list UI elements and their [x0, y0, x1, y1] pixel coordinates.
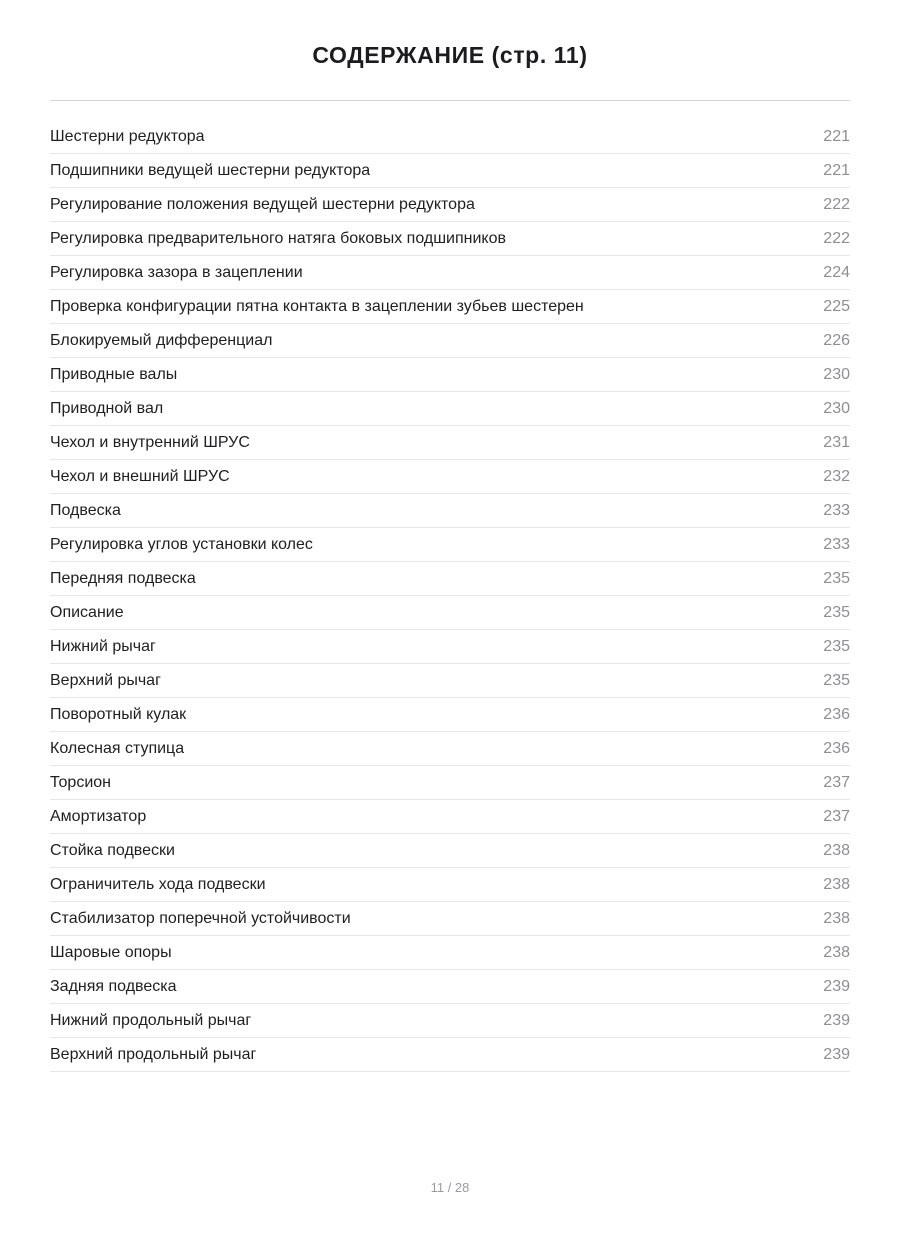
toc-row[interactable] — [50, 222, 850, 256]
toc-row[interactable] — [50, 936, 850, 970]
toc-row[interactable] — [50, 188, 850, 222]
toc-row[interactable] — [50, 256, 850, 290]
toc-entry-label: Проверка конфигурации пятна контакта в зацеплении зубьев шестерен — [50, 297, 584, 315]
toc-page — [0, 42, 900, 1242]
toc-entry-page: 239 — [823, 1045, 850, 1063]
toc-entry-label: Нижний продольный рычаг — [50, 1011, 252, 1029]
toc-entry-page: 238 — [823, 841, 850, 859]
toc-entry-label: Регулировка углов установки колес — [50, 535, 313, 553]
toc-row[interactable] — [50, 868, 850, 902]
toc-row[interactable] — [50, 528, 850, 562]
toc-row[interactable] — [50, 800, 850, 834]
toc-entry-label: Поворотный кулак — [50, 705, 187, 723]
toc-row[interactable] — [50, 766, 850, 800]
toc-row[interactable] — [50, 902, 850, 936]
toc-entry-label: Передняя подвеска — [50, 569, 196, 587]
toc-row[interactable] — [50, 664, 850, 698]
toc-entry-page: 238 — [823, 909, 850, 927]
toc-row[interactable] — [50, 426, 850, 460]
toc-list — [50, 120, 850, 1072]
toc-entry-page: 239 — [823, 1011, 850, 1029]
toc-entry-label: Приводной вал — [50, 399, 164, 417]
toc-entry-label: Регулировка предварительного натяга боковых подшипников — [50, 229, 506, 247]
toc-entry-page: 233 — [823, 501, 850, 519]
toc-entry-label: Чехол и внутренний ШРУС — [50, 433, 250, 451]
toc-entry-page: 232 — [823, 467, 850, 485]
toc-entry-page: 225 — [823, 297, 850, 315]
toc-entry-page: 239 — [823, 977, 850, 995]
toc-entry-page: 222 — [823, 229, 850, 247]
toc-entry-page: 222 — [823, 195, 850, 213]
toc-row[interactable] — [50, 358, 850, 392]
toc-row[interactable] — [50, 596, 850, 630]
toc-entry-page: 230 — [823, 365, 850, 383]
toc-row[interactable] — [50, 290, 850, 324]
toc-entry-label: Шаровые опоры — [50, 943, 172, 961]
toc-entry-label: Стойка подвески — [50, 841, 175, 859]
toc-row[interactable] — [50, 1004, 850, 1038]
toc-entry-page: 233 — [823, 535, 850, 553]
toc-entry-page: 221 — [823, 161, 850, 179]
page-title: СОДЕРЖАНИЕ (стр. 11) — [312, 42, 588, 68]
toc-entry-page: 236 — [823, 705, 850, 723]
toc-entry-label: Шестерни редуктора — [50, 127, 205, 145]
toc-entry-label: Регулировка зазора в зацеплении — [50, 263, 303, 281]
toc-row[interactable] — [50, 324, 850, 358]
toc-entry-page: 226 — [823, 331, 850, 349]
toc-row[interactable] — [50, 460, 850, 494]
toc-entry-page: 231 — [823, 433, 850, 451]
toc-entry-page: 235 — [823, 603, 850, 621]
toc-entry-page: 237 — [823, 807, 850, 825]
toc-row[interactable] — [50, 970, 850, 1004]
page-indicator: 11 / 28 — [430, 1180, 470, 1195]
toc-entry-page: 221 — [823, 127, 850, 145]
toc-entry-label: Стабилизатор поперечной устойчивости — [50, 909, 351, 927]
toc-entry-label: Верхний рычаг — [50, 671, 161, 689]
toc-entry-label: Ограничитель хода подвески — [50, 875, 266, 893]
toc-entry-page: 238 — [823, 943, 850, 961]
toc-row[interactable] — [50, 698, 850, 732]
toc-entry-page: 236 — [823, 739, 850, 757]
toc-entry-page: 235 — [823, 569, 850, 587]
toc-row[interactable] — [50, 120, 850, 154]
toc-row[interactable] — [50, 732, 850, 766]
toc-entry-label: Подвеска — [50, 501, 121, 519]
toc-row[interactable] — [50, 1038, 850, 1072]
toc-row[interactable] — [50, 392, 850, 426]
toc-entry-label: Колесная ступица — [50, 739, 185, 757]
toc-entry-label: Амортизатор — [50, 807, 147, 825]
toc-row[interactable] — [50, 630, 850, 664]
toc-entry-page: 235 — [823, 671, 850, 689]
toc-row[interactable] — [50, 154, 850, 188]
toc-row[interactable] — [50, 834, 850, 868]
toc-entry-label: Задняя подвеска — [50, 977, 177, 995]
toc-row[interactable] — [50, 494, 850, 528]
toc-entry-label: Нижний рычаг — [50, 637, 156, 655]
toc-entry-label: Приводные валы — [50, 365, 178, 383]
toc-entry-label: Чехол и внешний ШРУС — [50, 467, 230, 485]
toc-entry-label: Регулирование положения ведущей шестерни редуктора — [50, 195, 475, 213]
title-divider — [50, 100, 850, 101]
toc-entry-label: Подшипники ведущей шестерни редуктора — [50, 161, 371, 179]
toc-entry-label: Описание — [50, 603, 124, 621]
toc-entry-label: Блокируемый дифференциал — [50, 331, 273, 349]
toc-entry-page: 237 — [823, 773, 850, 791]
toc-entry-page: 238 — [823, 875, 850, 893]
toc-entry-page: 230 — [823, 399, 850, 417]
toc-entry-page: 224 — [823, 263, 850, 281]
toc-entry-page: 235 — [823, 637, 850, 655]
toc-entry-label: Торсион — [50, 773, 111, 791]
toc-row[interactable] — [50, 562, 850, 596]
toc-entry-label: Верхний продольный рычаг — [50, 1045, 257, 1063]
